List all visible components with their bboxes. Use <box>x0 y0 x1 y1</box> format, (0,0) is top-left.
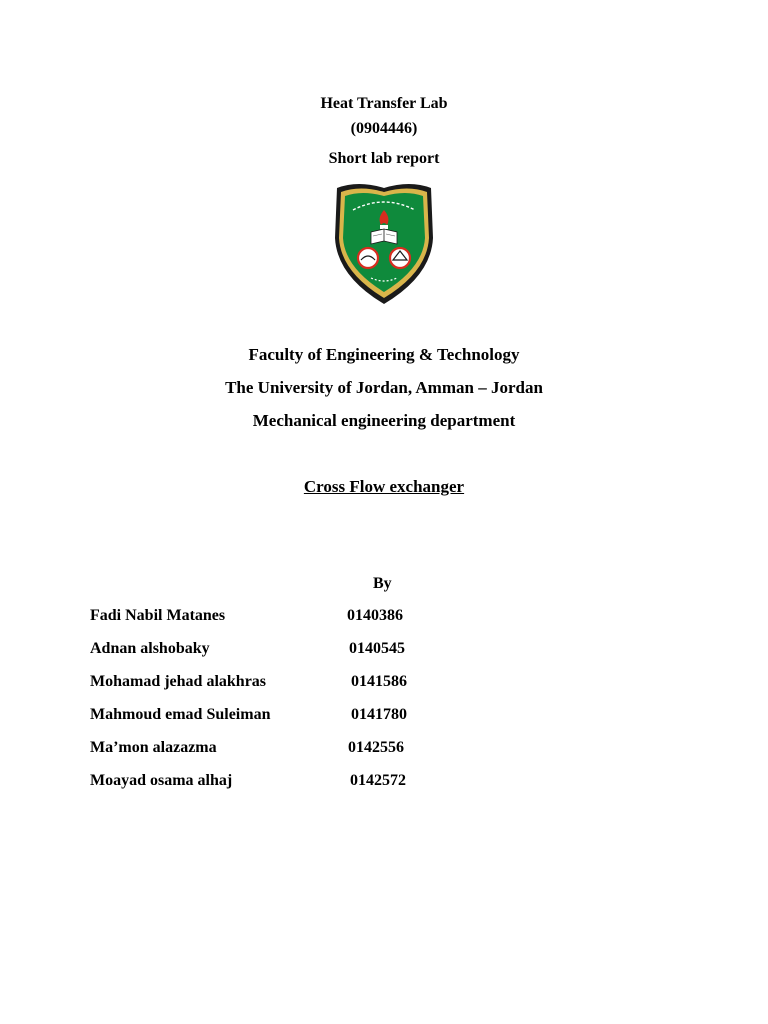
member-name: Mahmoud emad Suleiman <box>90 706 271 723</box>
member-id: 0142556 <box>348 739 404 756</box>
list-item <box>90 738 490 771</box>
list-item <box>90 705 490 738</box>
crest-shield-icon <box>331 180 437 306</box>
university-logo <box>331 180 437 306</box>
experiment-title: Cross Flow exchanger <box>303 477 465 496</box>
faculty-name: Faculty of Engineering & Technology <box>248 345 520 364</box>
member-name: Adnan alshobaky <box>90 640 210 657</box>
member-id: 0141586 <box>351 673 407 690</box>
member-name: Moayad osama alhaj <box>90 772 233 789</box>
member-id: 0140386 <box>347 607 403 624</box>
report-type: Short lab report <box>328 150 440 167</box>
list-item <box>90 639 490 672</box>
member-name: Ma’mon alazazma <box>90 739 217 756</box>
member-name: Mohamad jehad alakhras <box>90 673 267 690</box>
member-id: 0142572 <box>350 772 406 789</box>
list-item <box>90 672 490 705</box>
department-name: Mechanical engineering department <box>252 411 516 430</box>
course-code: (0904446) <box>350 120 418 137</box>
list-item <box>90 771 490 804</box>
member-name: Fadi Nabil Matanes <box>90 607 226 624</box>
member-list <box>90 606 490 804</box>
member-id: 0141780 <box>351 706 407 723</box>
member-id: 0140545 <box>349 640 405 657</box>
university-name: The University of Jordan, Amman – Jordan <box>225 378 543 397</box>
course-title: Heat Transfer Lab <box>320 95 448 112</box>
list-item <box>90 606 490 639</box>
by-label: By <box>373 575 392 592</box>
